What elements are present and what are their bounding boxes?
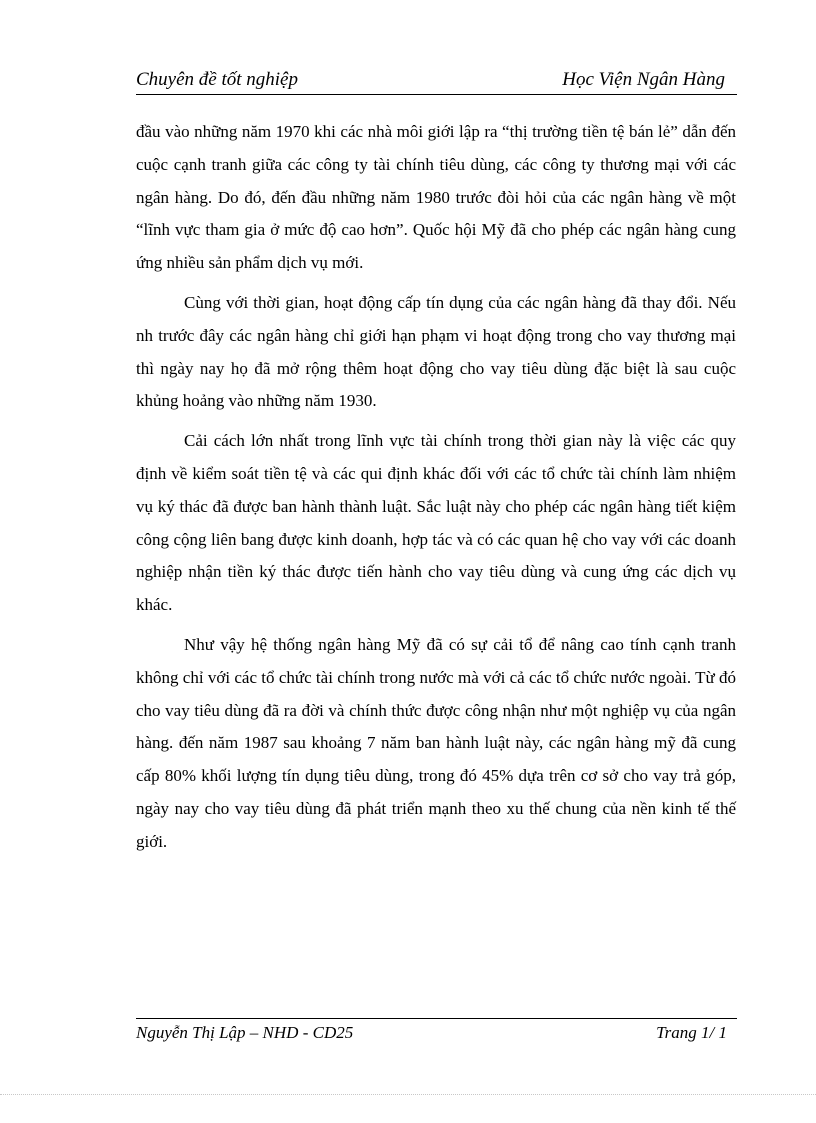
paragraph-2: Cùng với thời gian, hoạt động cấp tín dụng của các ngân hàng đã thay đổi. Nếu nh trước đây các ngân hàng chỉ giới hạn phạm vi hoạt động trong cho vay thương mại thì ngày nay họ đã mở rộng thêm hoạt động cho vay tiêu dùng đặc biệt là sau cuộc khủng hoảng vào những năm 1930. <box>136 292 736 411</box>
paragraph-3: Cải cách lớn nhất trong lĩnh vực tài chính trong thời gian này là việc các quy định về kiểm soát tiền tệ và các qui định khác đối với các tổ chức tài chính làm nhiệm vụ ký thác đã được ban hành thành luật. Sắc luật này cho phép các ngân hàng tiết kiệm công cộng liên bang được kinh doanh, hợp tác và có các quan hệ cho vay với các doanh nghiệp nhận tiền ký thác được tiến hành cho vay tiêu dùng và cung ứng các dịch vụ khác. <box>136 431 736 615</box>
footer-page-number: Trang 1/ 1 <box>656 1023 727 1042</box>
header-institution: Học Viện Ngân Hàng <box>562 69 725 90</box>
page-header <box>136 66 737 95</box>
paragraph-4: Như vậy hệ thống ngân hàng Mỹ đã có sự cải tổ để nâng cao tính cạnh tranh không chỉ với các tổ chức tài chính trong nước mà với cả các tổ chức nước ngoài. Từ đó cho vay tiêu dùng đã ra đời và chính thức được công nhận như một nghiệp vụ của ngân hàng. đến năm 1987 sau khoảng 7 năm ban hành luật này, các ngân hàng mỹ đã cung cấp 80% khối lượng tín dụng tiêu dùng, trong đó 45% dựa trên cơ sở cho vay trả góp, ngày nay cho vay tiêu dùng đã phát triển mạnh theo xu thế chung của nền kinh tế thế giới. <box>136 634 736 851</box>
page-footer <box>136 1018 737 1047</box>
document-body <box>136 116 736 866</box>
paragraph-1: đầu vào những năm 1970 khi các nhà môi giới lập ra “thị trường tiền tệ bán lẻ” dẫn đến cuộc cạnh tranh giữa các công ty tài chính tiêu dùng, các công ty thương mại với các ngân hàng. Do đó, đến đầu những năm 1980 trước đòi hỏi của các ngân hàng về một “lĩnh vực tham gia ở mức độ cao hơn”. Quốc hội Mỹ đã cho phép các ngân hàng cung ứng nhiều sản phẩm dịch vụ mới. <box>136 122 736 273</box>
header-document-type: Chuyên đề tốt nghiệp <box>136 69 298 90</box>
page-boundary-divider <box>0 1094 816 1095</box>
footer-author: Nguyễn Thị Lập – NHD - CD25 <box>136 1023 354 1042</box>
